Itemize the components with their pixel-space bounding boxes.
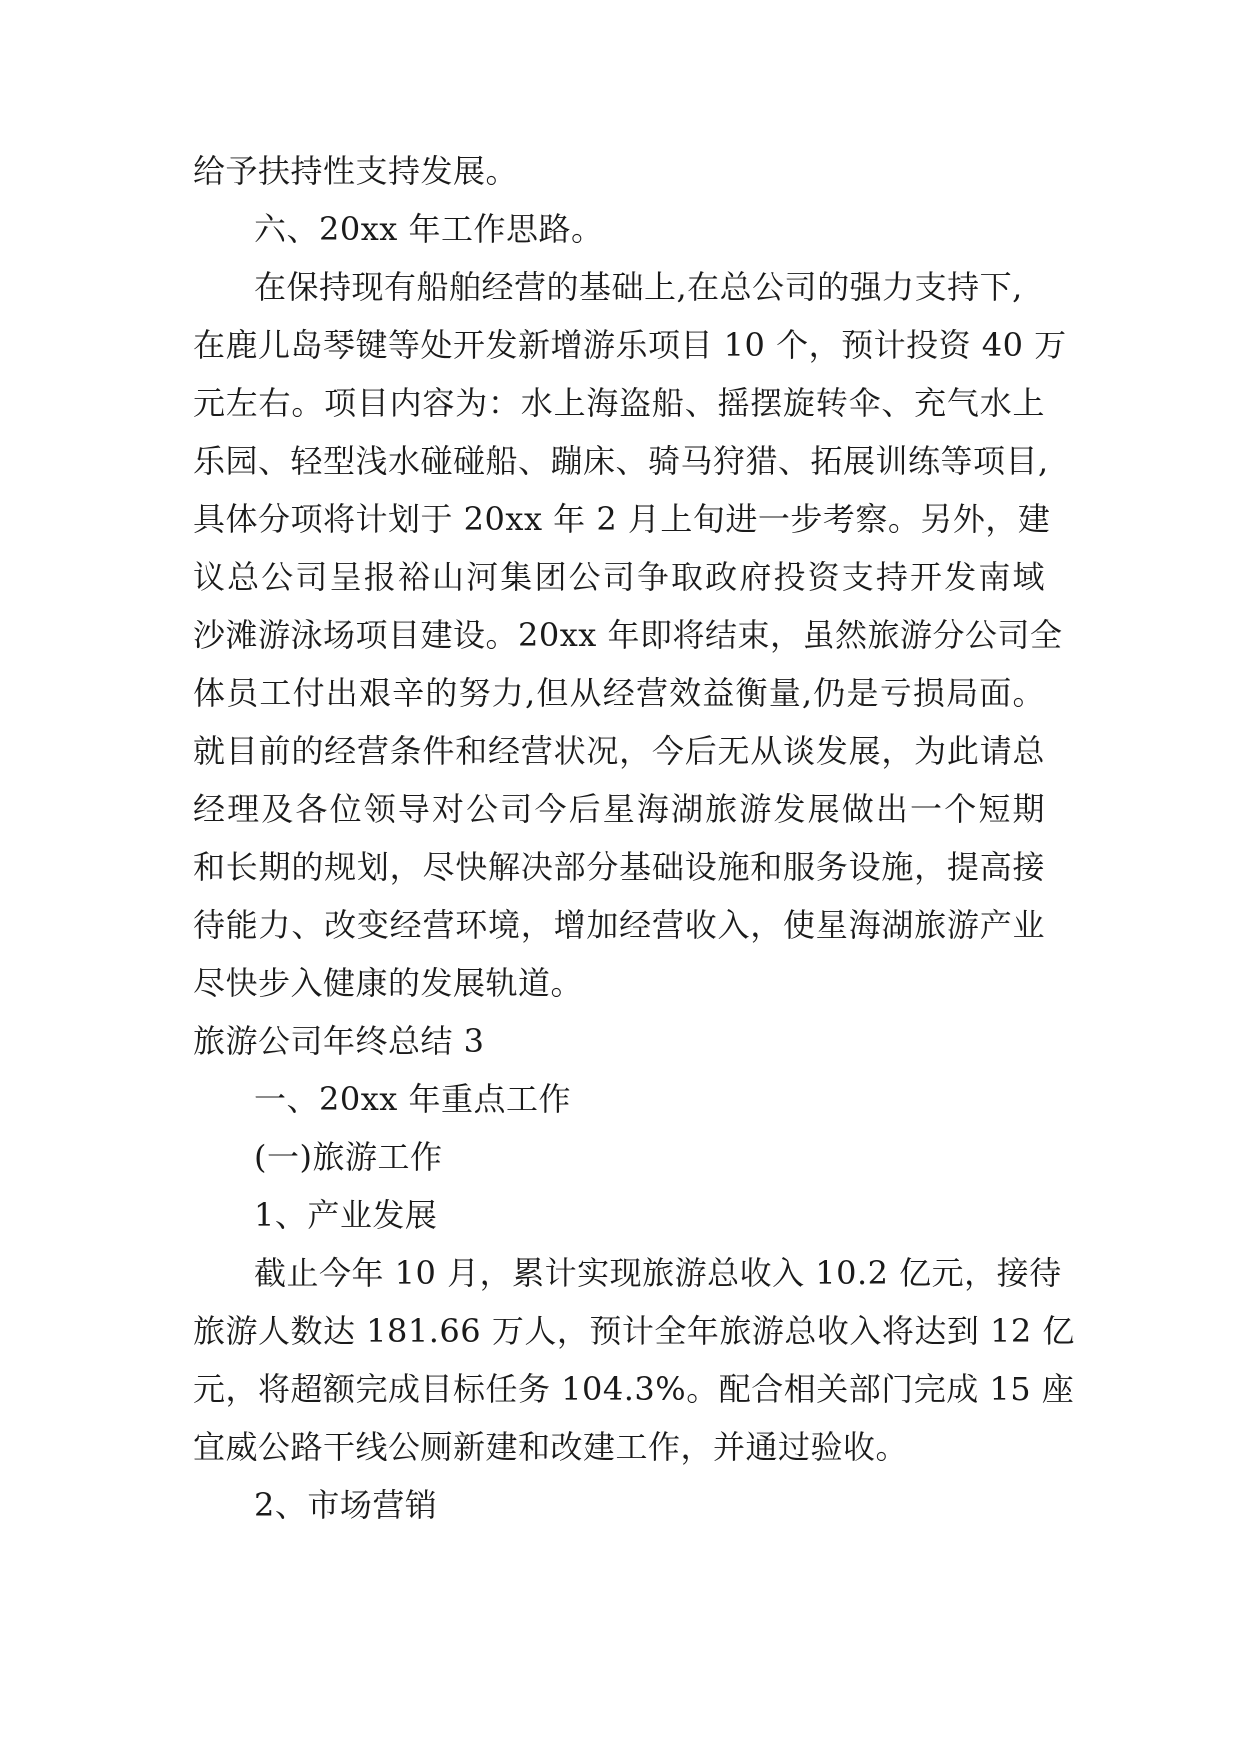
paragraph-line: 在鹿儿岛琴键等处开发新增游乐项目 10 个，预计投资 40 万 [193,326,1067,364]
paragraph-line: 就目前的经营条件和经营状况，今后无从谈发展，为此请总 [193,732,1045,770]
paragraph-line: 议总公司呈报裕山河集团公司争取政府投资支持开发南域 [193,558,1045,596]
paragraph-line: 元，将超额完成目标任务 104.3%。配合相关部门完成 15 座 [193,1370,1075,1408]
paragraph-line: 待能力、改变经营环境，增加经营收入，使星海湖旅游产业 [193,906,1045,944]
paragraph-line: 截止今年 10 月，累计实现旅游总收入 10.2 亿元，接待 [254,1254,1062,1292]
paragraph-line: 旅游人数达 181.66 万人，预计全年旅游总收入将达到 12 亿 [193,1312,1075,1350]
paragraph-line: 给予扶持性支持发展。 [193,152,519,190]
section-heading: 六、20xx 年工作思路。 [254,210,604,248]
item-heading: 1、产业发展 [254,1196,438,1234]
item-heading: 2、市场营销 [254,1486,438,1524]
document-subtitle: 旅游公司年终总结 3 [193,1022,485,1060]
paragraph-line: 体员工付出艰辛的努力,但从经营效益衡量,仍是亏损局面。 [193,674,1045,712]
paragraph-line: 在保持现有船舶经营的基础上,在总公司的强力支持下, [254,268,1023,306]
paragraph-line: 乐园、轻型浅水碰碰船、蹦床、骑马狩猎、拓展训练等项目, [193,442,1049,480]
paragraph-line: 和长期的规划，尽快解决部分基础设施和服务设施，提高接 [193,848,1045,886]
paragraph-line: 宜威公路干线公厕新建和改建工作，并通过验收。 [193,1428,909,1466]
paragraph-line: 沙滩游泳场项目建设。20xx 年即将结束，虽然旅游分公司全 [193,616,1063,654]
paragraph-line: 经理及各位领导对公司今后星海湖旅游发展做出一个短期 [193,790,1045,828]
paragraph-line: 尽快步入健康的发展轨道。 [193,964,584,1002]
subsection-heading: (一)旅游工作 [254,1138,443,1176]
paragraph-line: 具体分项将计划于 20xx 年 2 月上旬进一步考察。另外，建 [193,500,1051,538]
section-heading: 一、20xx 年重点工作 [254,1080,571,1118]
paragraph-line: 元左右。项目内容为：水上海盗船、摇摆旋转伞、充气水上 [193,384,1045,422]
